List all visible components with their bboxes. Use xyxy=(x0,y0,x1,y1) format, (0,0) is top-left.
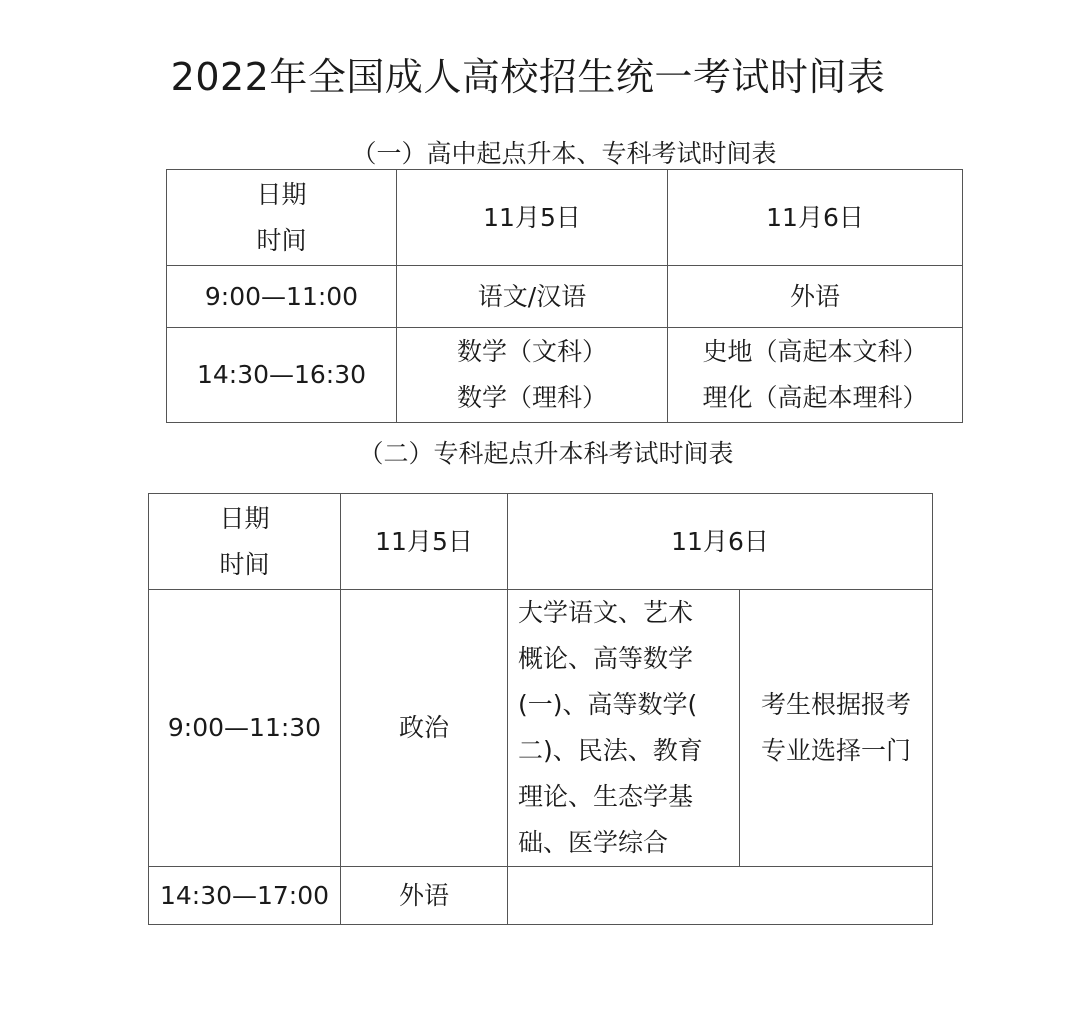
corner-cell xyxy=(167,170,397,266)
subject-text: 语文/汉语 xyxy=(477,281,587,311)
note-text: 专业选择一门 xyxy=(760,736,911,765)
table-header-row xyxy=(149,494,933,590)
subject-text: 大学语文、艺术 xyxy=(518,598,694,627)
subject-text: 二)、民法、教育 xyxy=(518,736,703,765)
note-text: 考生根据报考 xyxy=(760,690,911,719)
subject-text: 础、医学综合 xyxy=(518,828,669,857)
subject-text: 理化（高起本理科） xyxy=(702,383,928,412)
date-header: 11月5日 xyxy=(341,494,508,590)
subject-text: 概论、高等数学 xyxy=(518,644,694,673)
empty-cell xyxy=(508,867,933,925)
subject-text: 数学（文科） xyxy=(456,337,607,366)
time-cell: 9:00—11:00 xyxy=(167,266,397,328)
subject-cell xyxy=(668,328,963,423)
corner-date-label: 日期 xyxy=(256,179,307,209)
time-cell: 14:30—16:30 xyxy=(167,328,397,423)
subject-cell: 政治 xyxy=(341,590,508,867)
corner-cell xyxy=(149,494,341,590)
page-title: 2022年全国成人高校招生统一考试时间表 xyxy=(170,55,886,99)
subject-cell xyxy=(397,266,668,328)
table-row xyxy=(167,328,963,423)
table-row xyxy=(167,266,963,328)
subject-text: 外语 xyxy=(789,281,840,311)
schedule-table-1 xyxy=(166,169,963,423)
date-header: 11月6日 xyxy=(668,170,963,266)
date-header: 11月6日 xyxy=(508,494,933,590)
subject-text: (一)、高等数学( xyxy=(518,690,698,719)
section2-heading: （二）专科起点升本科考试时间表 xyxy=(358,439,734,468)
subject-cell: 外语 xyxy=(341,867,508,925)
table-row xyxy=(149,590,933,867)
section1-heading: （一）高中起点升本、专科考试时间表 xyxy=(351,139,777,168)
table-row xyxy=(149,867,933,925)
subject-text: 史地（高起本文科） xyxy=(702,337,928,366)
corner-time-label: 时间 xyxy=(219,549,270,579)
date-header: 11月5日 xyxy=(397,170,668,266)
table-header-row xyxy=(167,170,963,266)
corner-date-label: 日期 xyxy=(219,503,270,533)
subject-cell xyxy=(668,266,963,328)
subject-cell xyxy=(508,590,740,867)
time-cell: 9:00—11:30 xyxy=(149,590,341,867)
subject-text: 理论、生态学基 xyxy=(518,782,694,811)
note-cell xyxy=(740,590,933,867)
schedule-table-2 xyxy=(148,493,933,925)
time-cell: 14:30—17:00 xyxy=(149,867,341,925)
subject-text: 数学（理科） xyxy=(456,383,607,412)
corner-time-label: 时间 xyxy=(256,225,307,255)
subject-cell xyxy=(397,328,668,423)
